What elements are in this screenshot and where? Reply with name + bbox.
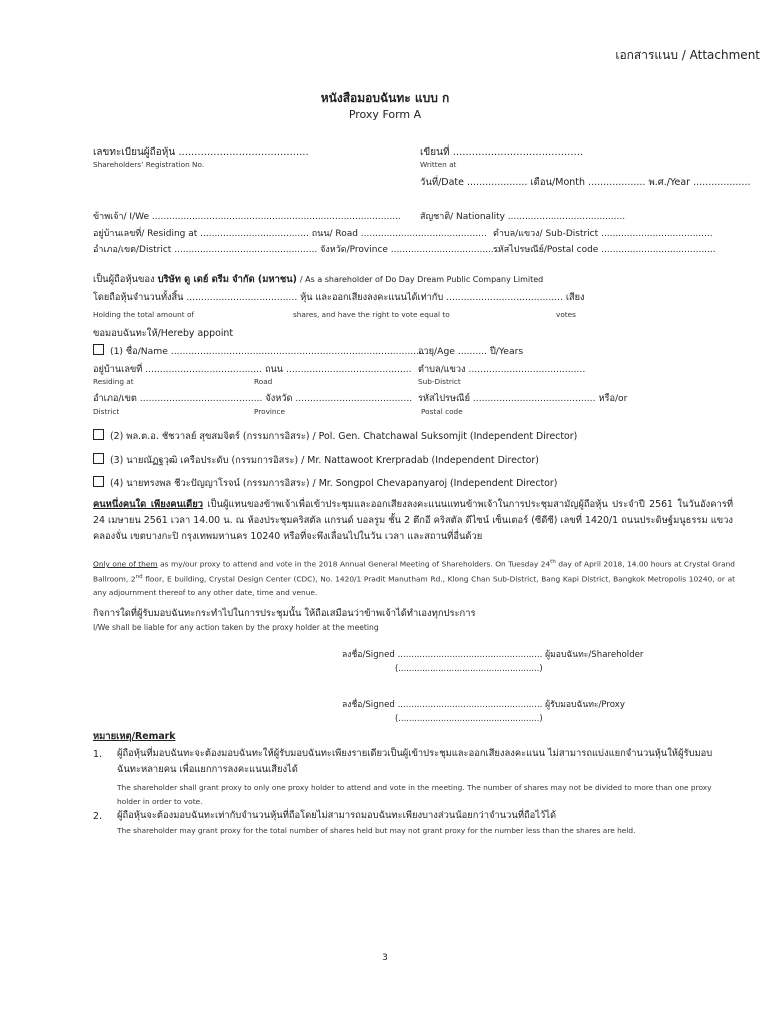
meeting-sup-2: nd [135, 573, 143, 580]
written-at-field: เขียนที่ ......................................... [420, 147, 584, 158]
proxy-3-label: (3) นายณัฏฐวุฒิ เครือประดับ (กรรมการอิสระ) / Mr. Nattawoot Krerpradab (Independent Director) [110, 455, 539, 466]
remark-2-en: The shareholder may grant proxy for the total number of shares held but may not grant proxy for the number less than the shares are held. [117, 826, 636, 835]
iwe-field: ข้าพเจ้า/ I/We ....................................................................................... [93, 212, 401, 222]
proxy-3-checkbox[interactable] [93, 453, 104, 464]
proxy-1-age: อายุ/Age .......... ปี/Years [418, 346, 524, 357]
remark-title: หมายเหตุ/Remark [93, 731, 176, 742]
residing-field: อยู่บ้านเลขที่/ Residing at ...................................... ถนน/ Road ............................................ [93, 229, 487, 239]
district-province-field: อำเภอ/เขต/District .................................................. จังหวัด/Province ...................................... [93, 245, 500, 255]
votes-label-en: votes [556, 310, 576, 319]
subdistrict-field: ตำบล/แขวง/ Sub-District ....................................... [493, 229, 713, 239]
proxy-1-postal-en: Postal code [421, 407, 463, 416]
vote-right-label-en: shares, and have the right to vote equal to [293, 310, 450, 319]
proxy-1-name: (1) ชื่อ/Name ........................................................................................ [110, 346, 428, 357]
proxy-1-district: อำเภอ/เขต .......................................... จังหวัด ........................................ [93, 393, 413, 404]
proxy-4-label: (4) นายทรงพล ชีวะปัญญาโรจน์ (กรรมการอิสระ) / Mr. Songpol Chevapanyaroj (Independent Director) [110, 478, 558, 489]
proxy-1-subdistrict: ตำบล/แขวง ........................................ [418, 364, 586, 375]
shareholder-of-en: / As a shareholder of Do Day Dream Public Company Limited [299, 275, 544, 284]
liability-en: I/We shall be liable for any action taken by the proxy holder at the meeting [93, 623, 379, 632]
proxy-1-road-en: Road [254, 377, 273, 386]
proxy-1-subdistrict-en: Sub-District [418, 377, 461, 386]
meeting-body-th: เป็นผู้แทนของข้าพเจ้าเพื่อเข้าประชุมและออกเสียงลงคะแนนแทนข้าพเจ้าในการประชุมสามัญผู้ถือหุ้น ประจำปี 2561 ในวันอังคารที่ 24 เมษายน 2561 เวลา 14.00 น. ณ ห้องประชุมคริสตัล แกรนด์ บอลรูม ชั้น 2 ตึกอี คริสตัล ดีไซน์ เซ็นเตอร์ (ซีดีซี) เลขที่ 1420/1 ถนนประดิษฐ์มนูธรรม แขวงคลองจั่น เขตบางกะปิ กรุงเทพมหานคร 10240 หรือที่จะพึงเลื่อนไปในวัน เวลา และสถานที่อื่นด้วย [93, 499, 733, 542]
hereby-appoint: ขอมอบฉันทะให้/Hereby appoint [93, 328, 234, 339]
remark-2-number: 2. [93, 811, 102, 822]
proxy-1-district-en: District [93, 407, 120, 416]
holding-total-label-en: Holding the total amount of [93, 310, 195, 319]
meeting-paragraph-en [93, 556, 735, 599]
signature-proxy-name: (.....................................................) [395, 713, 543, 723]
proxy-4-checkbox[interactable] [93, 476, 104, 487]
meeting-paragraph-th [93, 497, 733, 545]
meeting-sup-1: th [550, 559, 556, 565]
date-field: วันที่/Date .................... เดือน/Month ................... พ.ศ./Year ................... [420, 177, 751, 188]
remark-2-th: ผู้ถือหุ้นจะต้องมอบฉันทะเท่ากับจำนวนหุ้นที่ถือโดยไม่สามารถมอบฉันทะเพียงบางส่วนน้อยกว่าจำนวนที่ถือไว้ได้ [117, 810, 557, 821]
holding-total-field: โดยถือหุ้นจำนวนทั้งสิ้น ...................................... หุ้น และออกเสียงลงคะแนนได้เท่ากับ ........................................ เสียง [93, 292, 585, 303]
proxy-1-row [93, 344, 428, 359]
proxy-1-province-en: Province [254, 407, 286, 416]
proxy-1-residing: อยู่บ้านเลขที่ ........................................ ถนน ........................................... [93, 364, 412, 375]
title-english: Proxy Form A [348, 108, 422, 121]
written-at-label-en: Written at [420, 160, 457, 169]
registration-number-field: เลขทะเบียนผู้ถือหุ้น ......................................... [93, 147, 309, 158]
remark-1-number: 1. [93, 749, 102, 760]
remark-1-th: ผู้ถือหุ้นที่มอบฉันทะจะต้องมอบฉันทะให้ผู้รับมอบฉันทะเพียงรายเดียวเป็นผู้เข้าประชุมและออกเสียงลงคะแนน ไม่สามารถแบ่งแยกจำนวนหุ้นให้ผู้รับมอบฉันทะหลายคน เพื่อแยกการลงคะแนนเสียงได้ [117, 748, 713, 775]
attachment-label: เอกสารแนบ / Attachment [615, 48, 760, 62]
liability-th: กิจการใดที่ผู้รับมอบฉันทะกระทำไปในการประชุมนั้น ให้ถือเสมือนว่าข้าพเจ้าได้ทำเองทุกประการ [93, 608, 476, 619]
company-name-th: บริษัท ดู เดย์ ดรีม จำกัด (มหาชน) [157, 274, 297, 285]
proxy-4-row [93, 476, 557, 491]
proxy-1-checkbox[interactable] [93, 344, 104, 355]
postal-code-field: รหัสไปรษณีย์/Postal code ........................................ [493, 245, 716, 255]
page-number: 3 [382, 953, 388, 963]
signature-proxy-line: ลงชื่อ/Signed ..................................................... ผู้รับมอบฉันทะ/Proxy [342, 700, 625, 710]
proxy-1-postal: รหัสไปรษณีย์ .......................................... หรือ/or [418, 393, 628, 404]
proxy-2-checkbox[interactable] [93, 429, 104, 440]
proxy-2-row [93, 429, 577, 444]
meeting-lead-th: คนหนึ่งคนใด เพียงคนเดียว [93, 499, 204, 510]
proxy-1-residing-en: Residing at [93, 377, 134, 386]
meeting-body-en-2: day of April 2018, 14.00 hours at Crystal Grand Ballroom, 2 [93, 559, 735, 584]
title-thai: หนังสือมอบฉันทะ แบบ ก [320, 91, 450, 105]
proxy-3-row [93, 453, 539, 468]
signature-shareholder-name: (.....................................................) [395, 663, 543, 673]
signature-shareholder-line: ลงชื่อ/Signed ..................................................... ผู้มอบฉันทะ/Shareholder [342, 650, 644, 660]
meeting-body-en-3: floor, E building, Crystal Design Center (CDC), No. 1420/1 Pradit Manutham Rd., Klong Chan Sub-District, Bang Kapi District, Bangkok Metropolis 10240, or at any adjournment thereof to any other date, time and venue. [93, 574, 735, 597]
shareholder-of-th: เป็นผู้ถือหุ้นของ [93, 274, 155, 285]
meeting-lead-en: Only one of them [93, 559, 158, 569]
remark-1-en: The shareholder shall grant proxy to only one proxy holder to attend and vote in the meeting. The number of shares may not be divided to more than one proxy holder in order to vote. [117, 783, 712, 806]
meeting-body-en-1: as my/our proxy to attend and vote in the 2018 Annual General Meeting of Shareholders. On Tuesday 24 [157, 559, 551, 569]
proxy-2-label: (2) พล.ต.อ. ชัชวาลย์ สุขสมจิตร์ (กรรมการอิสระ) / Pol. Gen. Chatchawal Suksomjit (Independent Director) [110, 431, 578, 442]
registration-number-label-en: Shareholders’ Registration No. [93, 160, 205, 169]
nationality-field: สัญชาติ/ Nationality ......................................... [420, 212, 626, 222]
shareholder-of-line [93, 272, 543, 287]
